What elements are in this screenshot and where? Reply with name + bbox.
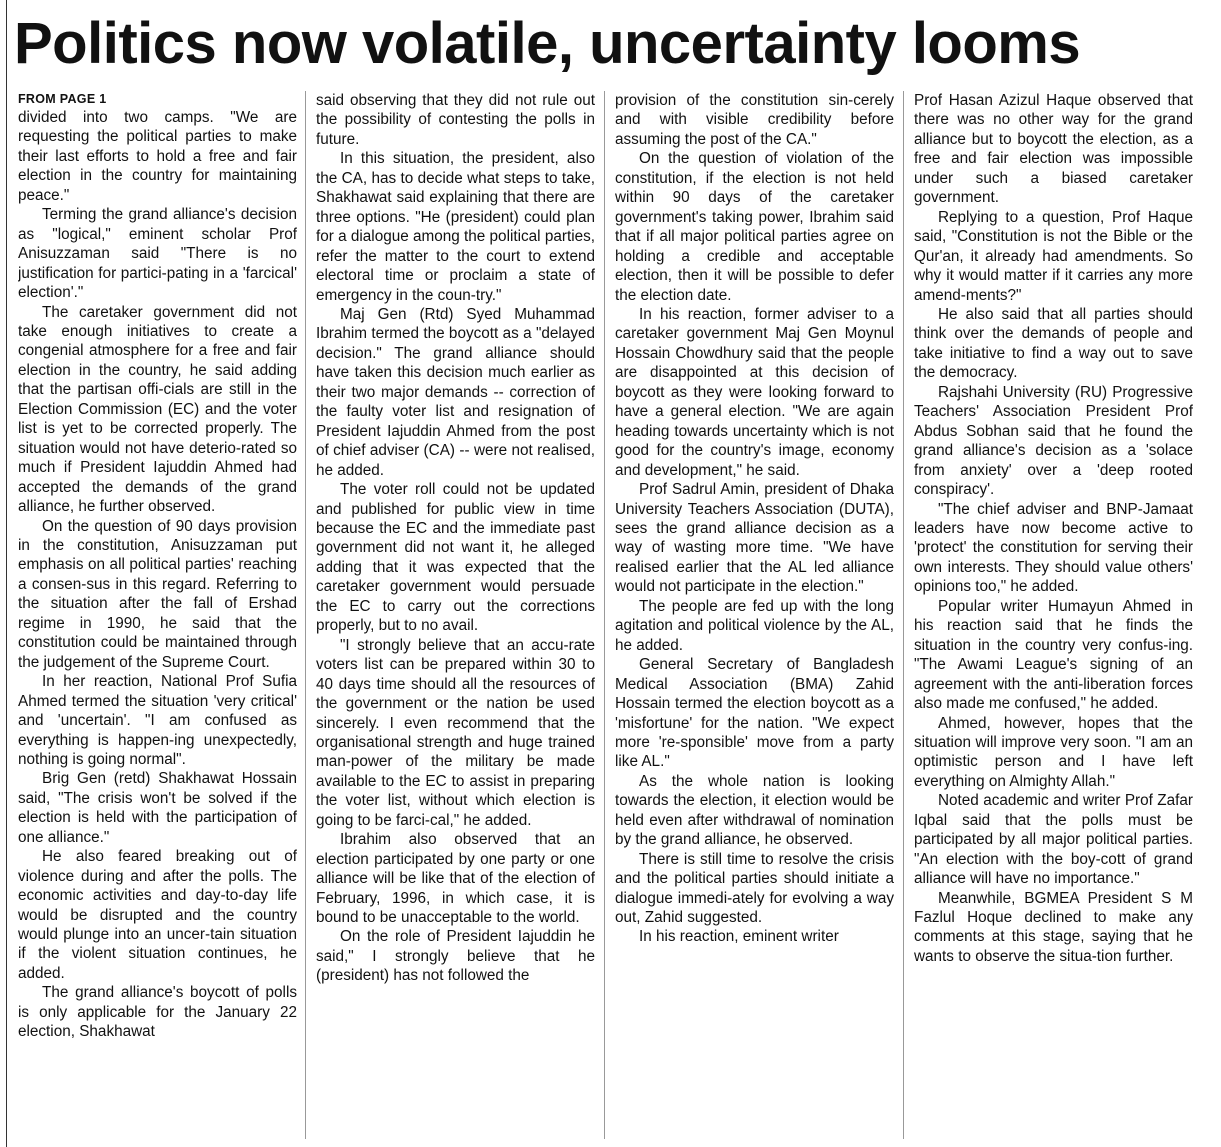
- paragraph: The grand alliance's boycott of polls is only applicable for the January 22 election, Shakhawat: [18, 984, 297, 1041]
- column-rule: [305, 91, 306, 1139]
- paragraph: Replying to a question, Prof Haque said, "Constitution is not the Bible or the Qur'an, it already had amendments. So why it would matter if it carries any more amend-ments?": [914, 208, 1193, 304]
- paragraph: Popular writer Humayun Ahmed in his reaction said that he finds the situation in the country very confus-ing. "The Awami League's signing of an agreement with the anti-liberation forces also made me confused," he added.: [914, 597, 1193, 713]
- paragraph: In his reaction, former adviser to a caretaker government Maj Gen Moynul Hossain Chowdhury said that the people are disappointed at this decision of boycott as they were looking forward to have a general election. "We are again heading towards uncertainty which is not good for the country's image, economy and development," he said.: [615, 305, 894, 479]
- paragraph: Prof Hasan Azizul Haque observed that there was no other way for the grand alliance but to boycott the election, as a free and fair election was impossible under such a biased caretaker government.: [914, 92, 1193, 207]
- paragraph: Prof Sadrul Amin, president of Dhaka University Teachers Association (DUTA), sees the grand alliance decision as a way of wasting more time. "We have realised earlier that the AL led alliance would not participate in the election.": [615, 481, 894, 596]
- column-rule: [604, 91, 605, 1139]
- paragraph: He also feared breaking out of violence during and after the polls. The economic activities and day-to-day life would be disrupted and the country would plunge into an uncer-tain situation if the violent situation continues, he added.: [18, 848, 297, 982]
- continuation-kicker: FROM PAGE 1: [18, 92, 107, 106]
- article-column-4: [914, 91, 1193, 1139]
- paragraph: In his reaction, eminent writer: [639, 928, 839, 946]
- paragraph: Rajshahi University (RU) Progressive Teachers' Association President Prof Abdus Sobhan said that he found the grand alliance's decision as a 'solace from anxiety' over a 'deep rooted conspiracy'.: [914, 383, 1193, 499]
- paragraph: Maj Gen (Rtd) Syed Muhammad Ibrahim termed the boycott as a "delayed decision." The grand alliance should have taken this decision much earlier as their two major demands -- correction of the faulty voter list and resignation of President Iajuddin Ahmed from the post of chief adviser (CA) -- were not realised, he added.: [316, 305, 595, 479]
- paragraph: On the question of violation of the constitution, if the election is not held within 90 days of the caretaker government's taking power, Ibrahim said that if all major political parties agree on holding a credible and acceptable election, then it will be possible to defer the election date.: [615, 150, 894, 304]
- paragraph: The people are fed up with the long agitation and political violence by the AL, he added.: [615, 597, 894, 654]
- paragraph: Terming the grand alliance's decision as "logical," eminent scholar Prof Anisuzzaman said "There is no justification for partici-pating in a 'farcical' election'.": [18, 206, 297, 302]
- paragraph: Noted academic and writer Prof Zafar Iqbal said that the polls must be participated by all major political parties. "An election with the boy-cott of grand alliance will have no importance.": [914, 792, 1193, 888]
- paragraph: "I strongly believe that an accu-rate voters list can be prepared within 30 to 40 days time should all the resources of the government or the nation be used sincerely. I even recommend that the organisational strength and huge trained man-power of the military be made available to the EC to assist in preparing the voter list, without which election is going to be farci-cal," he added.: [316, 636, 595, 829]
- article-column-3: [615, 91, 894, 1139]
- paragraph: "The chief adviser and BNP-Jamaat leaders have now become active to 'protect' the constitution for serving their own interests. They should value others' opinions too," he added.: [914, 500, 1193, 596]
- paragraph: On the role of President Iajuddin he said," I strongly believe that he (president) has not followed the: [316, 928, 595, 985]
- paragraph: provision of the constitution sin-cerely and with visible credibility before assuming the post of the CA.": [615, 92, 894, 148]
- paragraph: He also said that all parties should think over the demands of people and take initiative to find a way out to save the democracy.: [914, 305, 1193, 382]
- paragraph: As the whole nation is looking towards the election, it election would be held even after withdrawal of nomination by the grand alliance, he observed.: [615, 772, 894, 849]
- article-column-1: [18, 91, 297, 1139]
- paragraph: In her reaction, National Prof Sufia Ahmed termed the situation 'very critical' and 'uncertain'. "I am confused as everything is happen-ing unexpectedly, nothing is going normal".: [18, 673, 297, 768]
- paragraph: Meanwhile, BGMEA President S M Fazlul Hoque declined to make any comments at this stage, saying that he wants to observe the situa-tion further.: [914, 889, 1193, 965]
- paragraph: Brig Gen (retd) Shakhawat Hossain said, "The crisis won't be solved if the election is held with the participation of one alliance.": [18, 770, 297, 846]
- paragraph: There is still time to resolve the crisis and the political parties should initiate a dialogue immedi-ately for evolving a way out, Zahid suggested.: [615, 850, 894, 927]
- paragraph: Ahmed, however, hopes that the situation will improve very soon. "I am an optimistic person and I have left everything on Almighty Allah.": [914, 714, 1193, 790]
- headline: Politics now volatile, uncertainty looms: [14, 11, 1081, 76]
- page-edge-rule: [6, 0, 7, 1147]
- column-rule: [903, 91, 904, 1139]
- paragraph: On the question of 90 days provision in the constitution, Anisuzzaman put emphasis on all political parties' reaching a consen-sus in this regard. Referring to the situation after the fall of Ershad regime in 1990, he said that the constitution could be maintained through the judgement of the Supreme Court.: [18, 517, 297, 671]
- paragraph: Ibrahim also observed that an election participated by one party or one alliance will be like that of the election of February, 1996, in which case, it is bound to be unacceptable to the world.: [316, 831, 595, 927]
- paragraph: In this situation, the president, also the CA, has to decide what steps to take, Shakhawat said explaining that there are three options. "He (president) could plan for a dialogue among the political parties, refer the matter to the court to extend electoral time or proclaim a state of emergency in the coun-try.": [316, 150, 595, 304]
- paragraph: The voter roll could not be updated and published for public view in time because the EC and the immediate past government did not want it, he alleged adding that it was expected that the caretaker government would persuade the EC to carry out the corrections properly, but to no avail.: [316, 481, 595, 635]
- paragraph: divided into two camps. "We are requesting the political parties to make their last efforts to hold a free and fair election in the country for maintaining peace.": [18, 109, 297, 204]
- paragraph: The caretaker government did not take enough initiatives to create a congenial atmosphere for a free and fair election in the country, he said adding that the partisan offi-cials are still in the Election Commission (EC) and the voter list is yet to be corrected properly. The situation would not have deterio-rated so much if President Iajuddin Ahmed had accepted the demands of the grand alliance, he further observed.: [18, 303, 297, 516]
- paragraph: General Secretary of Bangladesh Medical Association (BMA) Zahid Hossain termed the election boycott as a 'misfortune' for the nation. "We expect more 're-sponsible' move from a party like AL.": [615, 656, 894, 771]
- article-column-2: [316, 91, 595, 1139]
- paragraph: said observing that they did not rule out the possibility of contesting the polls in future.: [316, 92, 595, 148]
